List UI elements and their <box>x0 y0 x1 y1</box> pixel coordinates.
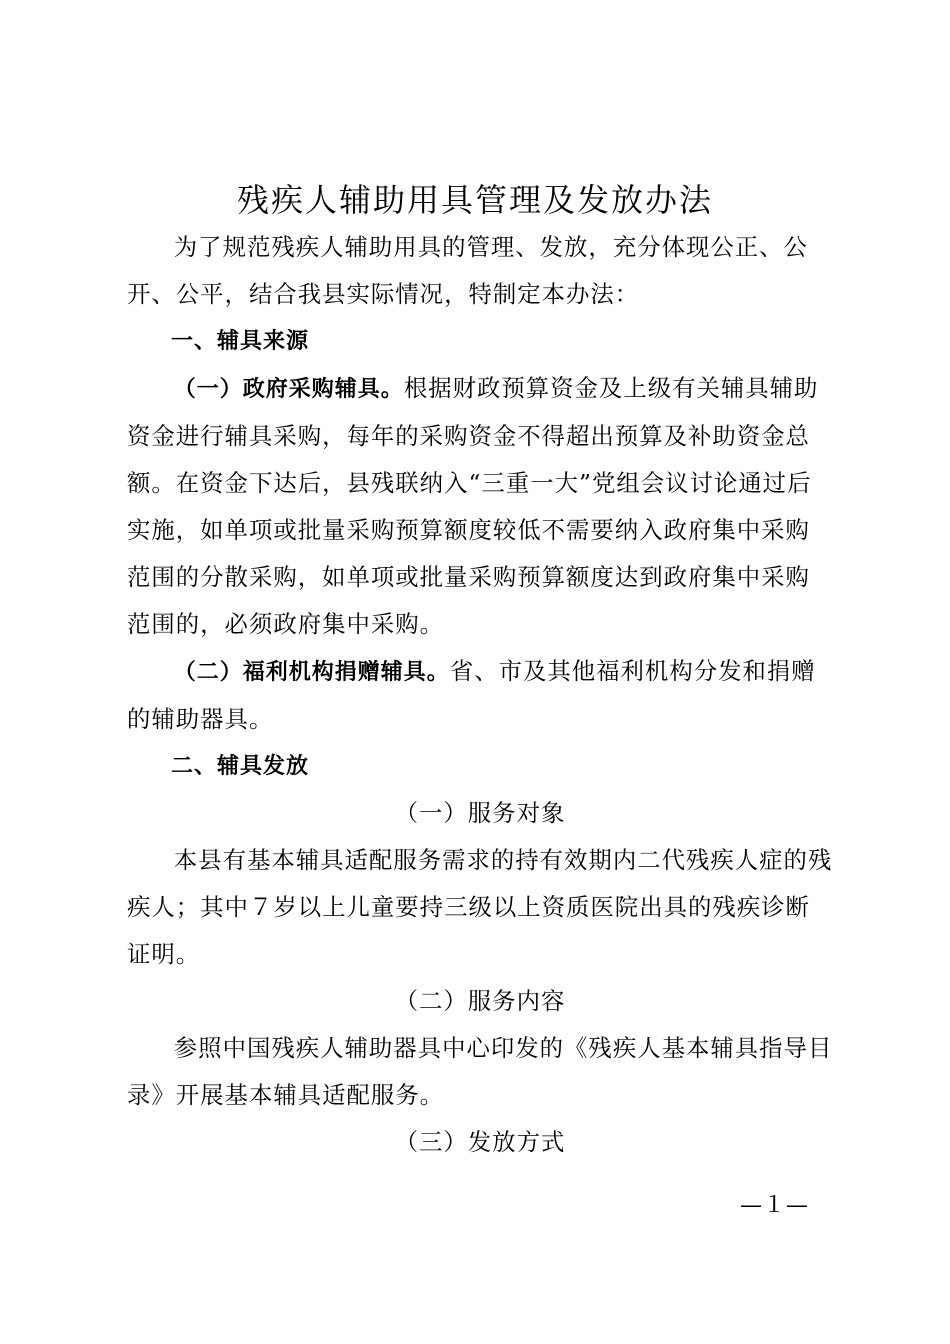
subheading-service-targets: （一）服务对象 <box>394 799 566 827</box>
page-number: —１— <box>740 1193 810 1218</box>
subheading-service-content: （二）服务内容 <box>394 987 566 1015</box>
paragraph-government-procurement <box>127 365 833 648</box>
item-text-government-procurement: 根据财政预算资金及上级有关辅具辅助资金进行辅具采购，每年的采购资金不得超出预算及补助资金总额。在资金下达后，县残联纳入“三重一大”党组会议讨论通过后实施，如单项或批量采购预算额度较低不需要纳入政府集中采购范围的分散采购，如单项或批量采购预算额度达到政府集中采购范围的，必须政府集中采购。 <box>127 374 819 638</box>
section-heading-distribution: 二、辅具发放 <box>171 754 310 779</box>
item-label-welfare-donation: （二）福利机构捐赠辅具。 <box>173 660 450 685</box>
document-body <box>127 224 833 1166</box>
intro-paragraph: 为了规范残疾人辅助用具的管理、发放，充分体现公正、公开、公平，结合我县实际情况，特制定本办法： <box>127 233 808 308</box>
paragraph-service-targets: 本县有基本辅具适配服务需求的持有效期内二代残疾人症的残疾人；其中７岁以上儿童要持三级以上资质医院出具的残疾诊断证明。 <box>127 846 833 968</box>
item-label-government-procurement: （一）政府采购辅具。 <box>173 377 404 402</box>
paragraph-welfare-donation <box>127 648 833 743</box>
item-text-welfare-donation: 省、市及其他福利机构分发和捐赠的辅助器具。 <box>127 657 816 733</box>
paragraph-service-content: 参照中国残疾人辅助器具中心印发的《残疾人基本辅具指导目录》开展基本辅具适配服务。 <box>127 1034 833 1109</box>
section-heading-sources: 一、辅具来源 <box>171 329 310 354</box>
document-title: 残疾人辅助用具管理及发放办法 <box>236 181 713 219</box>
subheading-distribution-method: （三）发放方式 <box>394 1128 566 1156</box>
